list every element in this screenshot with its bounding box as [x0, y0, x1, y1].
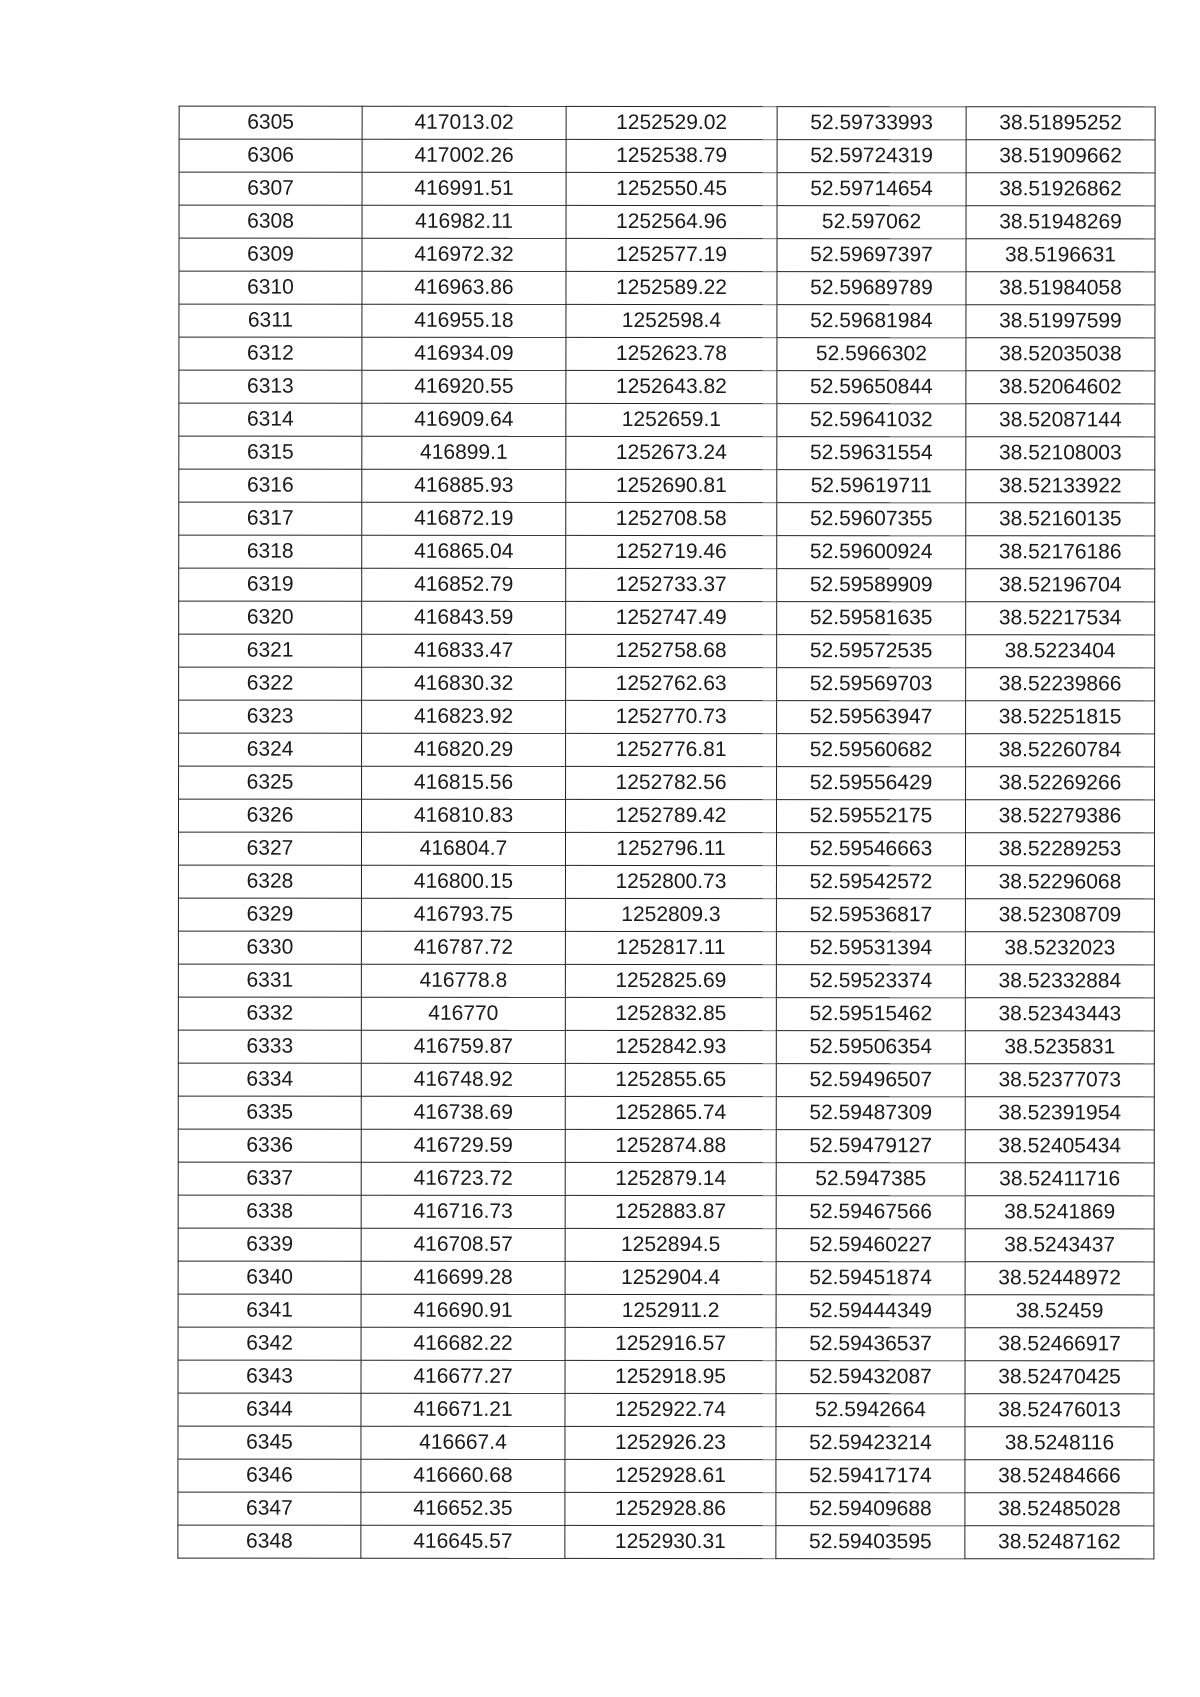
- y-coordinate-cell: 1252733.37: [566, 568, 777, 601]
- point-number-cell: 6345: [178, 1426, 361, 1459]
- longitude-cell: 38.52476013: [965, 1394, 1154, 1427]
- latitude-cell: 52.5966302: [777, 338, 966, 371]
- y-coordinate-cell: 1252538.79: [566, 139, 777, 172]
- point-number-cell: 6321: [179, 634, 362, 667]
- latitude-cell: 52.59607355: [777, 503, 966, 536]
- table-row: [178, 997, 1154, 1031]
- longitude-cell: 38.52448972: [965, 1262, 1154, 1295]
- table-row: [179, 172, 1155, 206]
- longitude-cell: 38.51984058: [966, 272, 1155, 305]
- x-coordinate-cell: 416830.32: [362, 667, 566, 700]
- table-row: [178, 1261, 1154, 1295]
- point-number-cell: 6313: [179, 370, 362, 403]
- table-row: [179, 700, 1155, 734]
- table-row: [178, 1096, 1154, 1130]
- x-coordinate-cell: 416770: [361, 997, 565, 1030]
- latitude-cell: 52.59417174: [776, 1460, 965, 1493]
- table-row: [178, 1129, 1154, 1163]
- point-number-cell: 6338: [178, 1195, 361, 1228]
- table-row: [178, 1393, 1154, 1427]
- point-number-cell: 6323: [179, 700, 362, 733]
- table-row: [179, 601, 1155, 635]
- x-coordinate-cell: 416899.1: [362, 436, 566, 469]
- x-coordinate-cell: 416872.19: [362, 502, 566, 535]
- table-row: [179, 634, 1155, 668]
- table-row: [178, 1195, 1154, 1229]
- latitude-cell: 52.59460227: [776, 1229, 965, 1262]
- point-number-cell: 6325: [179, 766, 362, 799]
- longitude-cell: 38.52269266: [966, 767, 1155, 800]
- latitude-cell: 52.59444349: [776, 1295, 965, 1328]
- y-coordinate-cell: 1252904.4: [565, 1261, 776, 1294]
- y-coordinate-cell: 1252926.23: [565, 1426, 776, 1459]
- point-number-cell: 6320: [179, 601, 362, 634]
- y-coordinate-cell: 1252762.63: [566, 667, 777, 700]
- longitude-cell: 38.5196631: [966, 239, 1155, 272]
- x-coordinate-cell: 416885.93: [362, 469, 566, 502]
- point-number-cell: 6336: [178, 1129, 361, 1162]
- longitude-cell: 38.51997599: [966, 305, 1155, 338]
- x-coordinate-cell: 416934.09: [362, 337, 566, 370]
- y-coordinate-cell: 1252894.5: [565, 1228, 776, 1261]
- point-number-cell: 6346: [178, 1459, 361, 1492]
- latitude-cell: 52.59546663: [776, 833, 965, 866]
- longitude-cell: 38.52064602: [966, 371, 1155, 404]
- point-number-cell: 6309: [179, 238, 362, 271]
- latitude-cell: 52.59619711: [777, 470, 966, 503]
- y-coordinate-cell: 1252865.74: [565, 1096, 776, 1129]
- x-coordinate-cell: 416748.92: [361, 1063, 565, 1096]
- point-number-cell: 6326: [179, 799, 362, 832]
- y-coordinate-cell: 1252589.22: [566, 271, 777, 304]
- longitude-cell: 38.52391954: [965, 1097, 1154, 1130]
- y-coordinate-cell: 1252800.73: [565, 865, 776, 898]
- x-coordinate-cell: 416759.87: [361, 1030, 565, 1063]
- longitude-cell: 38.51909662: [966, 140, 1155, 173]
- longitude-cell: 38.52377073: [965, 1064, 1154, 1097]
- table-row: [179, 304, 1155, 338]
- latitude-cell: 52.59409688: [776, 1493, 965, 1526]
- point-number-cell: 6319: [179, 568, 362, 601]
- x-coordinate-cell: 416645.57: [361, 1525, 565, 1558]
- latitude-cell: 52.59515462: [776, 998, 965, 1031]
- y-coordinate-cell: 1252825.69: [565, 964, 776, 997]
- point-number-cell: 6332: [178, 997, 361, 1030]
- y-coordinate-cell: 1252690.81: [566, 469, 777, 502]
- table-row: [178, 1030, 1154, 1064]
- table-row: [179, 469, 1155, 503]
- x-coordinate-cell: 416793.75: [361, 898, 565, 931]
- table-row: [179, 766, 1155, 800]
- latitude-cell: 52.59467566: [776, 1196, 965, 1229]
- y-coordinate-cell: 1252911.2: [565, 1294, 776, 1327]
- longitude-cell: 38.52260784: [966, 734, 1155, 767]
- y-coordinate-cell: 1252883.87: [565, 1195, 776, 1228]
- latitude-cell: 52.59436537: [776, 1328, 965, 1361]
- x-coordinate-cell: 416716.73: [361, 1195, 565, 1228]
- longitude-cell: 38.52484666: [965, 1460, 1154, 1493]
- latitude-cell: 52.59631554: [777, 437, 966, 470]
- latitude-cell: 52.59600924: [777, 536, 966, 569]
- y-coordinate-cell: 1252623.78: [566, 337, 777, 370]
- x-coordinate-cell: 416690.91: [361, 1294, 565, 1327]
- longitude-cell: 38.52470425: [965, 1361, 1154, 1394]
- x-coordinate-cell: 416667.4: [361, 1426, 565, 1459]
- table-row: [178, 1492, 1154, 1526]
- longitude-cell: 38.52296068: [965, 866, 1154, 899]
- y-coordinate-cell: 1252708.58: [566, 502, 777, 535]
- x-coordinate-cell: 416852.79: [362, 568, 566, 601]
- table-row: [179, 502, 1155, 536]
- table-row: [178, 1360, 1154, 1394]
- x-coordinate-cell: 416682.22: [361, 1327, 565, 1360]
- table-row: [178, 898, 1154, 932]
- longitude-cell: 38.52176186: [966, 536, 1155, 569]
- y-coordinate-cell: 1252874.88: [565, 1129, 776, 1162]
- latitude-cell: 52.597062: [777, 206, 966, 239]
- latitude-cell: 52.59542572: [776, 866, 965, 899]
- latitude-cell: 52.59556429: [777, 767, 966, 800]
- table-row: [178, 964, 1154, 998]
- latitude-cell: 52.5942664: [776, 1394, 965, 1427]
- point-number-cell: 6331: [178, 964, 361, 997]
- point-number-cell: 6327: [178, 832, 361, 865]
- x-coordinate-cell: 417002.26: [362, 139, 566, 172]
- table-row: [178, 1294, 1154, 1328]
- table-row: [179, 733, 1155, 767]
- latitude-cell: 52.59563947: [777, 701, 966, 734]
- latitude-cell: 52.59423214: [776, 1427, 965, 1460]
- point-number-cell: 6310: [179, 271, 362, 304]
- point-number-cell: 6339: [178, 1228, 361, 1261]
- point-number-cell: 6318: [179, 535, 362, 568]
- table-row: [179, 568, 1155, 602]
- table-row: [178, 865, 1154, 899]
- longitude-cell: 38.52217534: [966, 602, 1155, 635]
- point-number-cell: 6324: [179, 733, 362, 766]
- point-number-cell: 6334: [178, 1063, 361, 1096]
- point-number-cell: 6314: [179, 403, 362, 436]
- latitude-cell: 52.59479127: [776, 1130, 965, 1163]
- point-number-cell: 6328: [178, 865, 361, 898]
- x-coordinate-cell: 416909.64: [362, 403, 566, 436]
- longitude-cell: 38.52196704: [966, 569, 1155, 602]
- y-coordinate-cell: 1252809.3: [565, 898, 776, 931]
- point-number-cell: 6308: [179, 205, 362, 238]
- longitude-cell: 38.52160135: [966, 503, 1155, 536]
- longitude-cell: 38.51948269: [966, 206, 1155, 239]
- latitude-cell: 52.59589909: [777, 569, 966, 602]
- point-number-cell: 6340: [178, 1261, 361, 1294]
- longitude-cell: 38.52035038: [966, 338, 1155, 371]
- x-coordinate-cell: 416963.86: [362, 271, 566, 304]
- x-coordinate-cell: 416823.92: [362, 700, 566, 733]
- x-coordinate-cell: 416833.47: [362, 634, 566, 667]
- latitude-cell: 52.59650844: [777, 371, 966, 404]
- table-row: [179, 139, 1155, 173]
- longitude-cell: 38.52332884: [965, 965, 1154, 998]
- y-coordinate-cell: 1252577.19: [566, 238, 777, 271]
- point-number-cell: 6312: [179, 337, 362, 370]
- latitude-cell: 52.59581635: [777, 602, 966, 635]
- longitude-cell: 38.52411716: [965, 1163, 1154, 1196]
- table-row: [179, 403, 1155, 437]
- table-row: [178, 832, 1154, 866]
- point-number-cell: 6341: [178, 1294, 361, 1327]
- longitude-cell: 38.52343443: [965, 998, 1154, 1031]
- latitude-cell: 52.59496507: [776, 1064, 965, 1097]
- y-coordinate-cell: 1252659.1: [566, 403, 777, 436]
- y-coordinate-cell: 1252832.85: [565, 997, 776, 1030]
- y-coordinate-cell: 1252564.96: [566, 205, 777, 238]
- y-coordinate-cell: 1252928.61: [565, 1459, 776, 1492]
- y-coordinate-cell: 1252879.14: [565, 1162, 776, 1195]
- latitude-cell: 52.59569703: [777, 668, 966, 701]
- table-row: [179, 271, 1155, 305]
- point-number-cell: 6317: [179, 502, 362, 535]
- x-coordinate-cell: 416729.59: [361, 1129, 565, 1162]
- y-coordinate-cell: 1252916.57: [565, 1327, 776, 1360]
- x-coordinate-cell: 416920.55: [362, 370, 566, 403]
- table-row: [179, 106, 1155, 140]
- table-row: [178, 1063, 1154, 1097]
- longitude-cell: 38.52251815: [966, 701, 1155, 734]
- longitude-cell: 38.51926862: [966, 173, 1155, 206]
- x-coordinate-cell: 416738.69: [361, 1096, 565, 1129]
- latitude-cell: 52.59403595: [776, 1526, 965, 1559]
- point-number-cell: 6311: [179, 304, 362, 337]
- point-number-cell: 6342: [178, 1327, 361, 1360]
- latitude-cell: 52.59552175: [776, 800, 965, 833]
- longitude-cell: 38.52308709: [965, 899, 1154, 932]
- table-row: [179, 205, 1155, 239]
- latitude-cell: 52.5947385: [776, 1163, 965, 1196]
- longitude-cell: 38.52459: [965, 1295, 1154, 1328]
- y-coordinate-cell: 1252928.86: [565, 1492, 776, 1525]
- x-coordinate-cell: 416671.21: [361, 1393, 565, 1426]
- table-row: [179, 370, 1155, 404]
- y-coordinate-cell: 1252770.73: [566, 700, 777, 733]
- latitude-cell: 52.59697397: [777, 239, 966, 272]
- longitude-cell: 38.52087144: [966, 404, 1155, 437]
- table-row: [179, 436, 1155, 470]
- latitude-cell: 52.59487309: [776, 1097, 965, 1130]
- longitude-cell: 38.5232023: [965, 932, 1154, 965]
- point-number-cell: 6305: [179, 106, 362, 139]
- y-coordinate-cell: 1252719.46: [566, 535, 777, 568]
- y-coordinate-cell: 1252789.42: [566, 799, 777, 832]
- point-number-cell: 6330: [178, 931, 361, 964]
- latitude-cell: 52.59641032: [777, 404, 966, 437]
- latitude-cell: 52.59714654: [777, 173, 966, 206]
- x-coordinate-cell: 416810.83: [362, 799, 566, 832]
- x-coordinate-cell: 416652.35: [361, 1492, 565, 1525]
- point-number-cell: 6316: [179, 469, 362, 502]
- table-row: [179, 337, 1155, 371]
- longitude-cell: 38.52289253: [965, 833, 1154, 866]
- point-number-cell: 6344: [178, 1393, 361, 1426]
- longitude-cell: 38.5235831: [965, 1031, 1154, 1064]
- longitude-cell: 38.52239866: [966, 668, 1155, 701]
- longitude-cell: 38.5241869: [965, 1196, 1154, 1229]
- point-number-cell: 6337: [178, 1162, 361, 1195]
- longitude-cell: 38.52487162: [965, 1526, 1154, 1559]
- x-coordinate-cell: 416787.72: [361, 931, 565, 964]
- table-row: [179, 799, 1155, 833]
- latitude-cell: 52.59733993: [777, 107, 966, 140]
- y-coordinate-cell: 1252747.49: [566, 601, 777, 634]
- longitude-cell: 38.52279386: [965, 800, 1154, 833]
- x-coordinate-cell: 416699.28: [361, 1261, 565, 1294]
- y-coordinate-cell: 1252529.02: [566, 106, 777, 139]
- y-coordinate-cell: 1252643.82: [566, 370, 777, 403]
- point-number-cell: 6329: [178, 898, 361, 931]
- table-row: [178, 1459, 1154, 1493]
- x-coordinate-cell: 416778.8: [361, 964, 565, 997]
- longitude-cell: 38.51895252: [966, 107, 1155, 140]
- y-coordinate-cell: 1252922.74: [565, 1393, 776, 1426]
- point-number-cell: 6335: [178, 1096, 361, 1129]
- x-coordinate-cell: 416723.72: [361, 1162, 565, 1195]
- longitude-cell: 38.52108003: [966, 437, 1155, 470]
- y-coordinate-cell: 1252673.24: [566, 436, 777, 469]
- x-coordinate-cell: 416815.56: [362, 766, 566, 799]
- x-coordinate-cell: 416865.04: [362, 535, 566, 568]
- table-row: [178, 931, 1154, 965]
- longitude-cell: 38.5223404: [966, 635, 1155, 668]
- point-number-cell: 6343: [178, 1360, 361, 1393]
- y-coordinate-cell: 1252550.45: [566, 172, 777, 205]
- latitude-cell: 52.59572535: [777, 635, 966, 668]
- coordinates-table: [177, 106, 1155, 1560]
- table-row: [178, 1327, 1154, 1361]
- latitude-cell: 52.59523374: [776, 965, 965, 998]
- table-row: [178, 1525, 1154, 1559]
- point-number-cell: 6333: [178, 1030, 361, 1063]
- longitude-cell: 38.52485028: [965, 1493, 1154, 1526]
- coordinates-table-body: [178, 106, 1155, 1559]
- point-number-cell: 6307: [179, 172, 362, 205]
- table-row: [178, 1426, 1154, 1460]
- table-row: [179, 535, 1155, 569]
- latitude-cell: 52.59681984: [777, 305, 966, 338]
- x-coordinate-cell: 417013.02: [362, 106, 566, 139]
- y-coordinate-cell: 1252855.65: [565, 1063, 776, 1096]
- x-coordinate-cell: 416955.18: [362, 304, 566, 337]
- x-coordinate-cell: 416972.32: [362, 238, 566, 271]
- y-coordinate-cell: 1252776.81: [566, 733, 777, 766]
- x-coordinate-cell: 416982.11: [362, 205, 566, 238]
- table-row: [178, 1162, 1154, 1196]
- latitude-cell: 52.59506354: [776, 1031, 965, 1064]
- latitude-cell: 52.59724319: [777, 140, 966, 173]
- longitude-cell: 38.5243437: [965, 1229, 1154, 1262]
- table-row: [179, 667, 1155, 701]
- point-number-cell: 6347: [178, 1492, 361, 1525]
- point-number-cell: 6315: [179, 436, 362, 469]
- y-coordinate-cell: 1252758.68: [566, 634, 777, 667]
- x-coordinate-cell: 416820.29: [362, 733, 566, 766]
- x-coordinate-cell: 416800.15: [361, 865, 565, 898]
- y-coordinate-cell: 1252842.93: [565, 1030, 776, 1063]
- x-coordinate-cell: 416991.51: [362, 172, 566, 205]
- latitude-cell: 52.59560682: [777, 734, 966, 767]
- y-coordinate-cell: 1252930.31: [565, 1525, 776, 1558]
- longitude-cell: 38.52405434: [965, 1130, 1154, 1163]
- x-coordinate-cell: 416660.68: [361, 1459, 565, 1492]
- y-coordinate-cell: 1252817.11: [565, 931, 776, 964]
- point-number-cell: 6322: [179, 667, 362, 700]
- latitude-cell: 52.59689789: [777, 272, 966, 305]
- point-number-cell: 6306: [179, 139, 362, 172]
- y-coordinate-cell: 1252918.95: [565, 1360, 776, 1393]
- longitude-cell: 38.52466917: [965, 1328, 1154, 1361]
- y-coordinate-cell: 1252598.4: [566, 304, 777, 337]
- table-row: [178, 1228, 1154, 1262]
- x-coordinate-cell: 416804.7: [361, 832, 565, 865]
- y-coordinate-cell: 1252782.56: [566, 766, 777, 799]
- x-coordinate-cell: 416843.59: [362, 601, 566, 634]
- longitude-cell: 38.52133922: [966, 470, 1155, 503]
- latitude-cell: 52.59536817: [776, 899, 965, 932]
- x-coordinate-cell: 416677.27: [361, 1360, 565, 1393]
- latitude-cell: 52.59432087: [776, 1361, 965, 1394]
- latitude-cell: 52.59451874: [776, 1262, 965, 1295]
- table-row: [179, 238, 1155, 272]
- x-coordinate-cell: 416708.57: [361, 1228, 565, 1261]
- longitude-cell: 38.5248116: [965, 1427, 1154, 1460]
- latitude-cell: 52.59531394: [776, 932, 965, 965]
- y-coordinate-cell: 1252796.11: [565, 832, 776, 865]
- point-number-cell: 6348: [178, 1525, 361, 1558]
